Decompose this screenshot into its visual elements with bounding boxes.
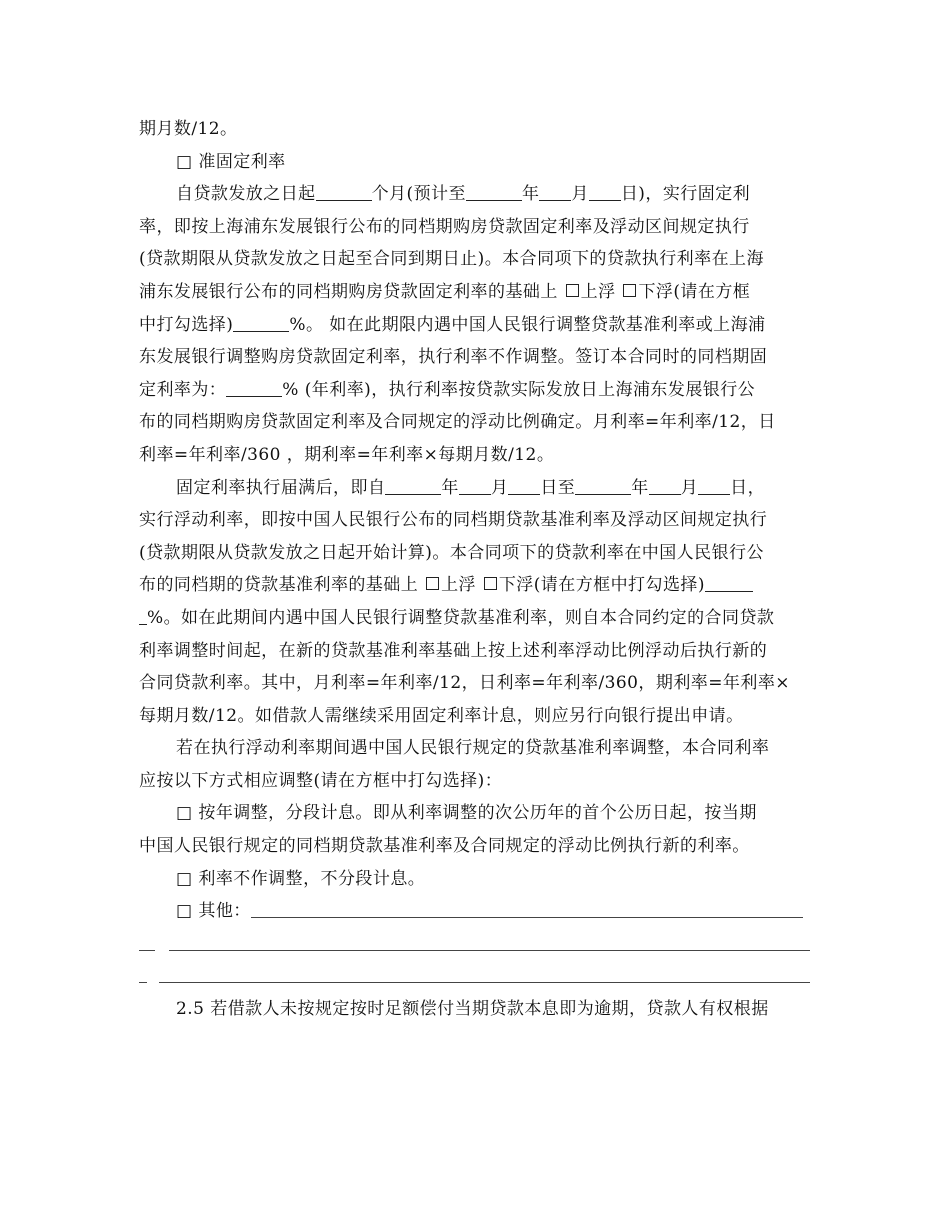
text: 日)，实行固定利 [620, 184, 751, 205]
blank-line [139, 960, 820, 993]
text: 上浮 [580, 281, 616, 302]
text: (贷款期限从贷款发放之日起至合同到期日止)。本合同项下的贷款执行利率在上海 [139, 249, 764, 270]
blank-field-percent[interactable] [233, 314, 289, 332]
text-line [139, 472, 820, 505]
text-line [139, 178, 820, 211]
text-line [139, 732, 820, 765]
blank-field-fixed-rate[interactable] [226, 379, 282, 397]
text-line [139, 439, 820, 472]
text: 上浮 [441, 575, 476, 596]
blank-field-float-percent[interactable] [705, 574, 753, 592]
text: 应按以下方式相应调整(请在方框中打勾选择)： [139, 770, 503, 791]
blank-field-day[interactable] [589, 183, 621, 201]
checkbox-icon[interactable]: □ [176, 868, 193, 889]
text: 自贷款发放之日起 [176, 184, 316, 205]
option-label: 其他： [198, 901, 251, 922]
checkbox-float-up-icon[interactable] [426, 577, 439, 590]
checkbox-icon[interactable]: □ [176, 803, 193, 824]
option-annual-adjustment [139, 797, 820, 830]
text: 若在执行浮动利率期间遇中国人民银行规定的贷款基准利率调整，本合同利率 [176, 738, 770, 759]
text: 实行浮动利率，即按中国人民银行公布的同档期贷款基准利率及浮动区间规定执行 [139, 510, 768, 531]
text: 月 [680, 477, 699, 498]
text-line [139, 993, 820, 1026]
text: 中国人民银行规定的同档期贷款基准利率及合同规定的浮动比例执行新的利率。 [139, 836, 750, 857]
text: 东发展银行调整购房贷款固定利率，执行利率不作调整。签订本合同时的同档期固 [139, 347, 768, 368]
text-line [139, 504, 820, 537]
text: 年 [521, 184, 540, 205]
checkbox-float-up-icon[interactable] [566, 284, 579, 297]
text: 合同贷款利率。其中，月利率=年利率/12，日利率=年利率/360，期利率=年利率× [139, 673, 790, 694]
text: 率，即按上海浦东发展银行公布的同档期购房贷款固定利率及浮动区间规定执行 [139, 216, 750, 237]
blank-field-end-month[interactable] [649, 477, 681, 495]
text: 下浮(请在方框中打勾选择) [498, 575, 705, 596]
blank-field-other-cont[interactable] [139, 933, 155, 951]
text-line [139, 830, 820, 863]
text-line [139, 602, 820, 635]
checkbox-icon[interactable]: □ [176, 151, 193, 172]
blank-field-start-month[interactable] [459, 477, 491, 495]
option-label: 准固定利率 [198, 151, 286, 172]
text: 月 [490, 477, 509, 498]
option-quasi-fixed-rate [139, 146, 820, 179]
text-line [139, 537, 820, 570]
text: 日至 [540, 477, 576, 498]
blank-field-other-cont[interactable] [139, 965, 147, 983]
option-label: 利率不作调整，不分段计息。 [198, 868, 426, 889]
text: 年 [631, 477, 649, 498]
text: 浦东发展银行公布的同档期购房贷款固定利率的基础上 [139, 281, 558, 302]
text-line [139, 341, 820, 374]
text-line [139, 276, 820, 309]
checkbox-icon[interactable]: □ [176, 901, 193, 922]
text: 布的同档期购房贷款固定利率及合同规定的浮动比例确定。月利率=年利率/12，日 [139, 412, 776, 433]
text-line [139, 309, 820, 342]
text: 个月(预计至 [371, 184, 466, 205]
blank-field-float-percent-cont[interactable] [139, 607, 147, 625]
blank-field-other-cont[interactable] [169, 933, 810, 951]
option-label: 按年调整，分段计息。即从利率调整的次公历年的首个公历日起，按当期 [198, 803, 757, 824]
text: 固定利率执行届满后，即自 [176, 477, 386, 498]
text-line [139, 765, 820, 798]
text: 利率=年利率/360 ，期利率=年利率×每期月数/12。 [139, 444, 555, 465]
text: % (年利率)，执行利率按贷款实际发放日上海浦东发展银行公 [282, 379, 756, 400]
option-no-adjustment [139, 863, 820, 896]
text: 中打勾选择) [139, 314, 234, 335]
text: 下浮(请在方框 [638, 281, 751, 302]
text: (贷款期限从贷款发放之日起开始计算)。本合同项下的贷款利率在中国人民银行公 [139, 542, 764, 563]
text-line [139, 569, 820, 602]
text-line [139, 406, 820, 439]
blank-field-other[interactable] [251, 900, 803, 918]
text: 定利率为： [139, 379, 227, 400]
text: 月 [571, 184, 589, 205]
text: 期月数/12。 [139, 119, 238, 139]
blank-field-month[interactable] [539, 183, 571, 201]
blank-field-year[interactable] [466, 183, 522, 201]
text-line [139, 211, 820, 244]
option-other [139, 895, 820, 928]
blank-field-other-cont[interactable] [159, 965, 810, 983]
checkbox-float-down-icon[interactable] [623, 284, 636, 297]
blank-line [139, 928, 820, 961]
text: 利率调整时间起，在新的贷款基准利率基础上按上述利率浮动比例浮动后执行新的 [139, 640, 768, 661]
text: 每期月数/12。如借款人需继续采用固定利率计息，则应另行向银行提出申请。 [139, 705, 744, 726]
text-line [139, 243, 820, 276]
text-line [139, 635, 820, 668]
blank-field-months[interactable] [316, 183, 372, 201]
blank-field-start-year[interactable] [385, 477, 441, 495]
text: 日， [730, 477, 766, 498]
text: %。如在此期间内遇中国人民银行调整贷款基准利率，则自本合同约定的合同贷款 [147, 607, 775, 628]
text-line [139, 667, 820, 700]
blank-field-end-year[interactable] [575, 477, 631, 495]
text-line [139, 374, 820, 407]
text-line [139, 700, 820, 733]
blank-field-end-day[interactable] [698, 477, 730, 495]
text: 布的同档期的贷款基准利率的基础上 [139, 575, 419, 596]
text: 2.5 若借款人未按规定按时足额偿付当期贷款本息即为逾期，贷款人有权根据 [176, 999, 769, 1020]
checkbox-float-down-icon[interactable] [484, 577, 497, 590]
blank-field-start-day[interactable] [508, 477, 540, 495]
text: %。 如在此期限内遇中国人民银行调整贷款基准利率或上海浦 [289, 314, 766, 335]
text-line [139, 113, 820, 146]
text: 年 [441, 477, 459, 498]
